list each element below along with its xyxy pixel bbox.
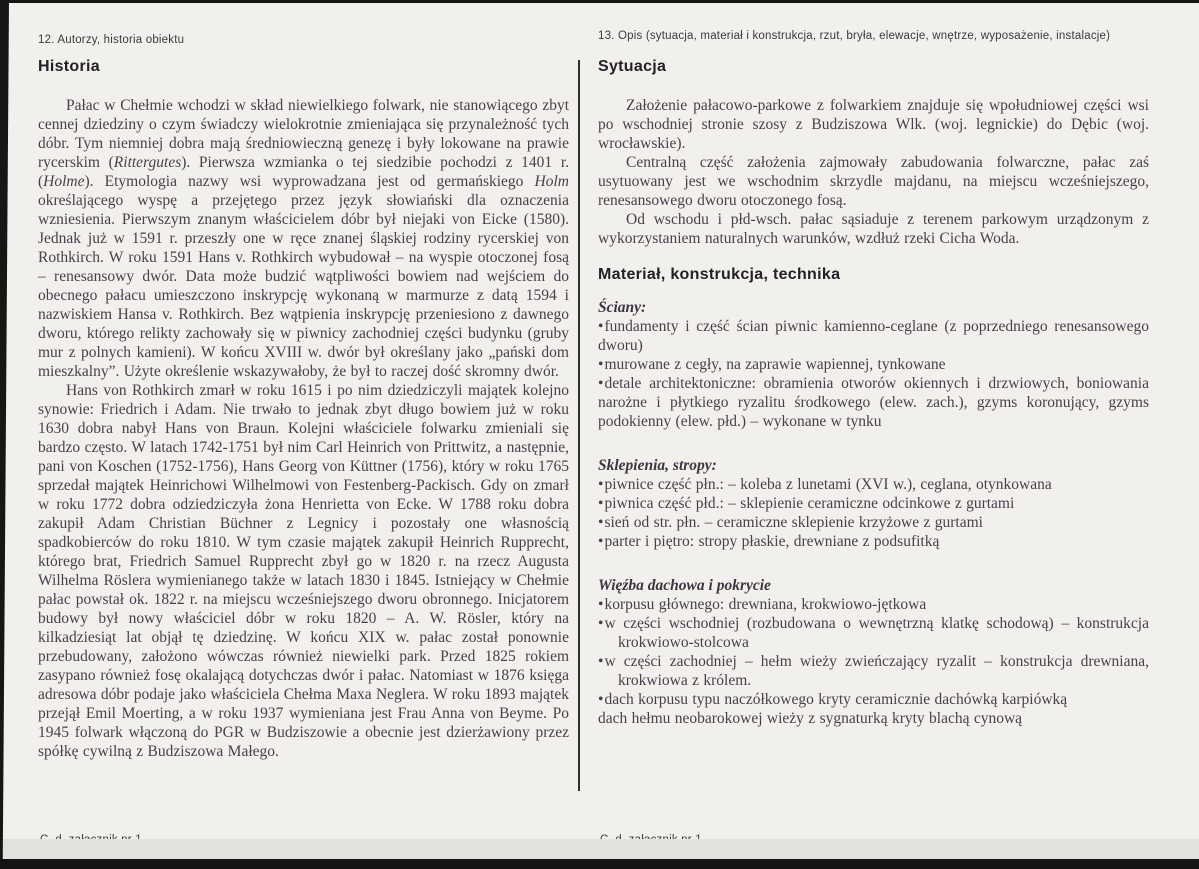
- bullet-marker: •: [598, 375, 604, 392]
- bullet-text: piwnice część płn.: – koleba z lunetami (XVI w.), ceglana, otynkowana: [604, 476, 1052, 493]
- wiezba-bullet-4: [598, 690, 1149, 709]
- bullet-text: parter i piętro: stropy płaskie, drewniane z podsufitką: [604, 533, 940, 550]
- historia-paragraph-1: Pałac w Chełmie wchodzi w skład niewielkiego folwark, nie stanowiącego zbyt cennej dziedziny o czym świadczy wielokrotnie zmieniająca się przynależność tych dóbr. Tym niemniej dobra mają średniowieczną genezę i były lokowane na prawie rycerskim (Rittergutes). Pierwsza wzmianka o tej siedzibie pochodzi z 1401 r. (Holme). Etymologia nazwy wsi wyprowadzana jest od germańskiego Holm określającego wyspę a przejętego przez język słowiański dla oznaczenia wzniesienia. Pierwszym znanym właścicielem dóbr był niejaki von Eicke (1580). Jednak już w 1591 r. przeszły one w ręce znanej śląskiej rodziny rycerskiej von Rothkirch. W roku 1591 Hans v. Rothkirch wybudował – na wyspie otoczonej fosą – renesansowy dwór. Data może budzić wątpliwości bowiem nad wejściem do obecnego pałacu umieszczono inskrypcję wykonaną w marmurze z datą 1594 i nazwiskiem Hansa v. Rothkirch. Bez wątpienia inskrypcję przeniesiono z dawnego dworu, którego relikty zachowały się w piwnicy zachodniej części budynku (gruby mur z polnych kamieni). W końcu XVIII w. dwór był określany jako „pański dom mieszkalny”. Użyte określenie wskazywałoby, że był to raczej dość skromny dwór.: [38, 97, 569, 380]
- sklepienia-bullet-1: [598, 475, 1149, 494]
- scan-edge-left: [0, 0, 9, 869]
- sciany-bullet-2: [598, 355, 1149, 374]
- scan-edge-bottom: [0, 859, 1199, 869]
- sciany-bullet-3: [598, 374, 1149, 431]
- scan-edge-top: [0, 0, 1199, 3]
- bullet-text: sień od str. płn. – ceramiczne sklepienie krzyżowe z gurtami: [604, 514, 983, 531]
- bullet-marker: •: [598, 476, 604, 493]
- bullet-text: detale architektoniczne: obramienia otworów okiennych i drzwiowych, boniowania narożne i płytkiego ryzalitu środkowego (elew. zach.), gzyms koronujący, gzyms podokienny (elew. płd.) – wykonane w tynku: [598, 375, 1149, 430]
- sklepienia-bullet-2: [598, 494, 1149, 513]
- material-heading: Materiał, konstrukcja, technika: [598, 266, 841, 283]
- bullet-marker: •: [598, 653, 604, 670]
- bullet-text: murowane z cegły, na zaprawie wapiennej, tynkowane: [604, 356, 946, 373]
- bullet-marker: •: [598, 514, 604, 531]
- bullet-text: fundamenty i część ścian piwnic kamienno-ceglane (z poprzedniego renesansowego dworu): [598, 318, 1149, 354]
- bullet-text: w części zachodniej – hełm wieży zwieńczający ryzalit – konstrukcja drewniana, krokwiowa z królem.: [604, 653, 1149, 689]
- bullet-text: piwnica część płd.: – sklepienie ceramiczne odcinkowe z gurtami: [604, 495, 1015, 512]
- bullet-text: w części wschodniej (rozbudowana o wewnętrzną klatkę schodową) – konstrukcja krokwiowo-stolcowa: [604, 615, 1149, 651]
- sklepienia-bullet-4: [598, 532, 1149, 551]
- sklepienia-bullet-3: [598, 513, 1149, 532]
- bullet-marker: •: [598, 318, 604, 335]
- wiezba-bullet-2: [598, 614, 1149, 652]
- page-right-section-header: 13. Opis (sytuacja, materiał i konstrukcja, rzut, bryła, elewacje, wnętrze, wyposażenie, instalacje): [598, 30, 1111, 42]
- wiezba-trailing-line: dach hełmu neobarokowej wieży z sygnaturką kryty blachą cynową: [598, 710, 1023, 727]
- wiezba-bullet-3: [598, 652, 1149, 690]
- sciany-bullet-1: [598, 317, 1149, 355]
- sciany-subheading: Ściany:: [598, 299, 647, 316]
- sytuacja-paragraph-2: Centralną część założenia zajmowały zabudowania folwarczne, pałac zaś usytuowany jest we wschodnim skrzydle majdanu, na miejscu wcześniejszego, renesansowego dworu otoczonego fosą.: [598, 154, 1149, 209]
- bullet-marker: •: [598, 596, 604, 613]
- sytuacja-heading: Sytuacja: [598, 58, 667, 75]
- bullet-text: dach korpusu typu naczółkowego kryty ceramicznie dachówką karpiówką: [604, 691, 1068, 708]
- historia-heading: Historia: [38, 58, 100, 75]
- page-left: [38, 34, 569, 761]
- wiezba-bullet-1: [598, 595, 1149, 614]
- sytuacja-paragraph-1: Założenie pałacowo-parkowe z folwarkiem znajduje się wpołudniowej części wsi po wschodniej stronie szosy z Budziszowa Wlk. (woj. legnickie) do Dębic (woj. wrocławskie).: [598, 97, 1149, 152]
- bullet-marker: •: [598, 615, 604, 632]
- bullet-marker: •: [598, 495, 604, 512]
- bullet-marker: •: [598, 691, 604, 708]
- bullet-marker: •: [598, 533, 604, 550]
- wiezba-subheading: Więźba dachowa i pokrycie: [598, 577, 771, 594]
- sklepienia-subheading: Sklepienia, stropy:: [598, 457, 717, 474]
- page-left-section-header: 12. Autorzy, historia obiektu: [38, 34, 185, 46]
- bullet-marker: •: [598, 356, 604, 373]
- sytuacja-paragraph-3: Od wschodu i płd-wsch. pałac sąsiaduje z terenem parkowym urządzonym z wykorzystaniem naturalnych warunków, wzdłuż rzeki Cicha Woda.: [598, 211, 1149, 247]
- bullet-text: korpusu głównego: drewniana, krokwiowo-jętkowa: [604, 596, 927, 613]
- page-divider-line: [578, 60, 580, 791]
- page-right: [598, 30, 1149, 728]
- historia-paragraph-2: Hans von Rothkirch zmarł w roku 1615 i po nim dziedziczyli majątek kolejno synowie: Friedrich i Adam. Nie trwało to jednak zbyt długo bowiem już w roku 1630 dobra nabył Hans von Braun. Kolejni właściciele folwarku zmieniali się bardzo często. W latach 1742-1751 był nim Carl Heinrich von Prittwitz, a następnie, pani von Koschen (1752-1756), Hans Georg von Küttner (1756), który w roku 1765 sprzedał majątek Heinrichowi Wilhelmowi von Festenberg-Packisch. Gdy on zmarł w roku 1772 dobra odziedziczyła żona Henrietta von Ecke. W 1788 roku dobra zakupił Adam Christian Büchner z Legnicy i pozostały one własnością spadkobierców do roku 1810. W tym czasie majątek zakupił Heinrich Rupprecht, którego brat, Friedrich Samuel Rupprecht zbył go w 1820 r. na rzecz Augusta Wilhelma Röslera wymienianego także w latach 1830 i 1845. Istniejący w Chełmie pałac powstał ok. 1822 r. na miejscu wcześniejszego dworu obronnego. Inicjatorem budowy był nowy właściciel dóbr w roku 1820 – A. W. Rösler, który na kilkadziesiąt lat objął tę dziedzinę. W końcu XIX w. pałac został ponownie przebudowany, założono wówczas również niewielki park. Przed 1825 rokiem zasypano również fosę okalającą dotychczas dwór i pałac. Natomiast w 1876 księga adresowa dóbr podaje jako właściciela Chełma Maxa Neglera. W roku 1893 majątek przejął Emil Moerting, a w roku 1937 wymieniana jest Frau Anna von Beyme. Po 1945 folwark włączoną do PGR w Budziszowie a obecnie jest dzierżawiony przez spółkę cywilną z Budziszowa Małego.: [38, 382, 569, 760]
